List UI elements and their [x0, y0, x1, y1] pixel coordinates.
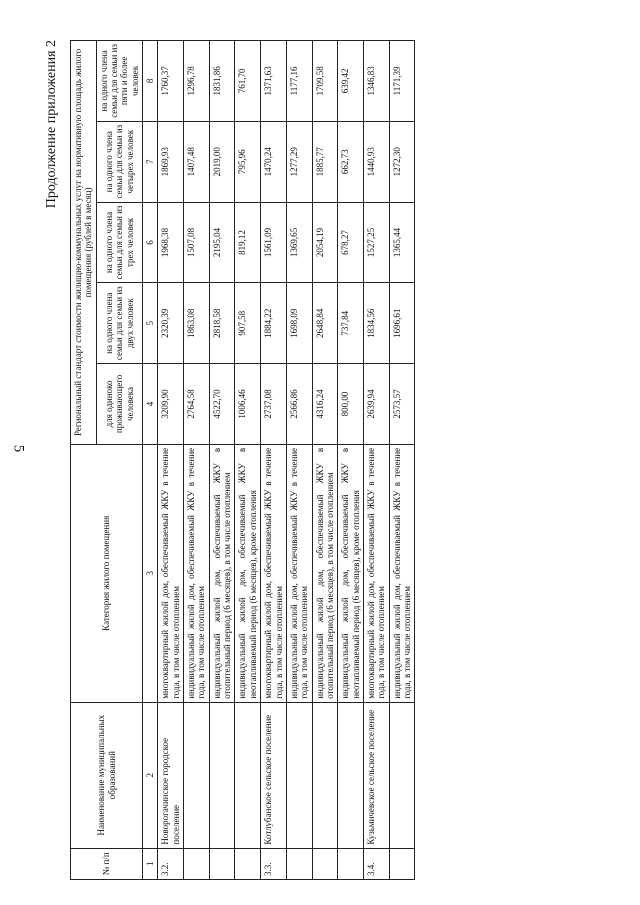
dwelling-category: индивидуальный жилой дом, обеспечиваемый ЖКУ в течение года, в том числе отоплением: [184, 444, 210, 702]
header-c4: для одиноко проживающего человека: [96, 364, 142, 445]
row-number: [235, 848, 261, 879]
standard-value: 2054,19: [312, 202, 338, 283]
standard-value: 1834,56: [363, 283, 389, 364]
table-row: [389, 41, 415, 880]
table-row: [363, 41, 389, 880]
standard-value: 1177,16: [286, 41, 312, 122]
column-index: 5: [143, 283, 158, 364]
dwelling-category: индивидуальный жилой дом, обеспечиваемый ЖКУ в отопительный период (6 месяцев), в том числе отоплением: [209, 444, 235, 702]
standard-value: 3209,90: [158, 364, 184, 445]
standard-value: 2648,84: [312, 283, 338, 364]
dwelling-category: индивидуальный жилой дом, обеспечиваемый ЖКУ в отопительный период (6 месяцев), в том числе отоплением: [312, 444, 338, 702]
table-row: [261, 41, 287, 880]
header-c8: на одного члена семьи для семьи из пяти и более человек: [96, 41, 142, 122]
standard-value: 907,58: [235, 283, 261, 364]
municipality-name: [338, 702, 364, 848]
table-row: [338, 41, 364, 880]
table-row: [158, 41, 184, 880]
standard-value: 1698,09: [286, 283, 312, 364]
standard-value: 2818,58: [209, 283, 235, 364]
header-category: Категория жилого помещения: [71, 444, 143, 702]
standard-value: 795,96: [235, 121, 261, 202]
standard-value: 1885,77: [312, 121, 338, 202]
standard-value: 639,42: [338, 41, 364, 122]
municipality-name: [235, 702, 261, 848]
standard-value: 678,27: [338, 202, 364, 283]
municipality-name: [184, 702, 210, 848]
standard-value: 737,84: [338, 283, 364, 364]
header-c6: на одного члена семьи для семьи из трех человек: [96, 202, 142, 283]
table-row: [184, 41, 210, 880]
dwelling-category: многоквартирный жилой дом, обеспечиваемый ЖКУ в течение года, в том числе отоплением: [261, 444, 287, 702]
standard-value: 1346,83: [363, 41, 389, 122]
column-index-row: [143, 41, 158, 880]
municipality-name: Кузьмичевское сельское поселение: [363, 702, 389, 848]
standard-value: 4316,24: [312, 364, 338, 445]
standard-value: 1831,86: [209, 41, 235, 122]
standard-value: 2195,04: [209, 202, 235, 283]
standard-value: 1365,44: [389, 202, 415, 283]
dwelling-category: индивидуальный жилой дом, обеспечиваемый ЖКУ в неотапливаемый период (6 месяцев), кроме отопления: [235, 444, 261, 702]
table-row: [235, 41, 261, 880]
municipality-name: [389, 702, 415, 848]
municipality-name: [312, 702, 338, 848]
row-number: [312, 848, 338, 879]
standard-value: 1863,08: [184, 283, 210, 364]
column-index: 2: [143, 702, 158, 848]
municipality-name: [286, 702, 312, 848]
standard-value: 819,12: [235, 202, 261, 283]
standard-value: 2566,86: [286, 364, 312, 445]
table-row: [312, 41, 338, 880]
dwelling-category: многоквартирный жилой дом, обеспечиваемый ЖКУ в течение года, в том числе отоплением: [363, 444, 389, 702]
standard-value: 1561,09: [261, 202, 287, 283]
header-no: № п/п: [71, 848, 143, 879]
standard-value: 1760,37: [158, 41, 184, 122]
standard-value: 1869,93: [158, 121, 184, 202]
table-row: [286, 41, 312, 880]
standard-value: 2573,57: [389, 364, 415, 445]
dwelling-category: многоквартирный жилой дом, обеспечиваемый ЖКУ в течение года, в том числе отоплением: [158, 444, 184, 702]
row-number: [184, 848, 210, 879]
column-index: 8: [143, 41, 158, 122]
header-c7: на одного члена семьи для семьи из четырех человек: [96, 121, 142, 202]
standard-value: 1006,46: [235, 364, 261, 445]
header-c5: на одного члена семьи для семьи из двух человек: [96, 283, 142, 364]
standard-value: 2764,58: [184, 364, 210, 445]
standard-value: 761,70: [235, 41, 261, 122]
header-standard-group: Региональный стандарт стоимости жилищно-коммунальных услуг на нормативную площадь жилого помещения (рублей в месяц): [71, 41, 97, 445]
municipality-name: Котлубанское сельское поселение: [261, 702, 287, 848]
row-number: [338, 848, 364, 879]
standard-value: 1470,24: [261, 121, 287, 202]
column-index: 6: [143, 202, 158, 283]
standard-value: 1709,58: [312, 41, 338, 122]
standard-value: 1696,61: [389, 283, 415, 364]
standard-value: 1369,65: [286, 202, 312, 283]
column-index: 7: [143, 121, 158, 202]
row-number: 3.3.: [261, 848, 287, 879]
appendix-note: Продолжение приложения 2: [44, 40, 59, 209]
standard-value: 1371,63: [261, 41, 287, 122]
row-number: 3.2.: [158, 848, 184, 879]
standard-value: 1272,30: [389, 121, 415, 202]
column-index: 4: [143, 364, 158, 445]
standard-value: 1968,38: [158, 202, 184, 283]
standard-table: [70, 40, 415, 880]
standard-value: 4522,70: [209, 364, 235, 445]
standard-value: 2320,39: [158, 283, 184, 364]
column-index: 1: [143, 848, 158, 879]
column-index: 3: [143, 444, 158, 702]
row-number: [389, 848, 415, 879]
page-number: 5: [10, 444, 27, 453]
standard-value: 1507,08: [184, 202, 210, 283]
standard-value: 800,00: [338, 364, 364, 445]
standard-value: 1171,39: [389, 41, 415, 122]
standard-value: 1440,93: [363, 121, 389, 202]
standard-value: 1407,48: [184, 121, 210, 202]
standard-value: 2639,94: [363, 364, 389, 445]
dwelling-category: индивидуальный жилой дом, обеспечиваемый ЖКУ в течение года, в том числе отоплением: [389, 444, 415, 702]
standard-value: 2737,08: [261, 364, 287, 445]
rotated-page: [40, 40, 640, 880]
row-number: 3.4.: [363, 848, 389, 879]
standard-value: 2019,00: [209, 121, 235, 202]
header-municipality: Наименование муниципальных образований: [71, 702, 143, 848]
municipality-name: [209, 702, 235, 848]
row-number: [286, 848, 312, 879]
row-number: [209, 848, 235, 879]
municipality-name: Новорогачинское городское поселение: [158, 702, 184, 848]
table-row: [209, 41, 235, 880]
table-body: [158, 41, 415, 880]
standard-value: 1277,29: [286, 121, 312, 202]
standard-value: 1296,78: [184, 41, 210, 122]
standard-value: 1527,25: [363, 202, 389, 283]
dwelling-category: индивидуальный жилой дом, обеспечиваемый ЖКУ в неотапливаемый период (6 месяцев), кроме отопления: [338, 444, 364, 702]
standard-value: 662,73: [338, 121, 364, 202]
standard-value: 1884,22: [261, 283, 287, 364]
dwelling-category: индивидуальный жилой дом, обеспечиваемый ЖКУ в течение года, в том числе отоплением: [286, 444, 312, 702]
